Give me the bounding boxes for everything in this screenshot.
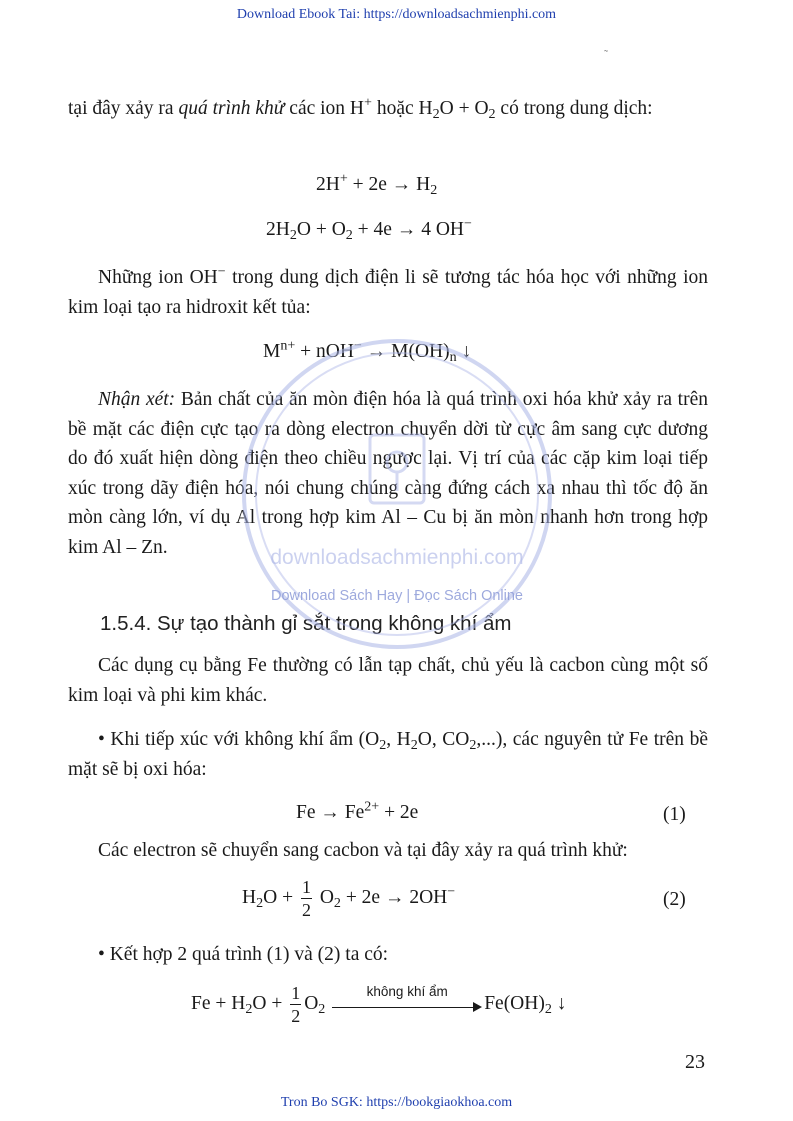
footer-sgk-link[interactable]: Tron Bo SGK: https://bookgiaokhoa.com (280, 1095, 513, 1110)
watermark-site-text: downloadsachmienphi.com (270, 546, 524, 569)
equation-metal-hydroxide: $M^{n+} + nOH^- \to M(OH)_n$ ↓ (263, 337, 472, 366)
equation-number-2: (2) (663, 889, 686, 910)
paragraph-fe-impurities: Các dụng cụ bằng Fe thường có lẫn tạp chất, chủ yếu là cacbon cùng một số kim loại và phi kim khác. (68, 655, 708, 706)
arrow-with-condition: không khí ẩm (332, 990, 482, 1020)
paragraph-fe-oxidation: • Khi tiếp xúc với không khí ẩm ($O_2$, $H_2O$, $CO_2$,...), các nguyên tử Fe trên bề mặt sẽ bị oxi hóa: (68, 729, 708, 780)
section-heading: 1.5.4. Sự tạo thành gỉ sắt trong không khí ẩm (100, 612, 512, 635)
paragraph-reduction-intro: tại đây xảy ra quá trình khử các ion H+ hoặc $H_2O + O_2$ có trong dung dịch: (68, 94, 653, 123)
paragraph-electron-transfer: Các electron sẽ chuyển sang cacbon và tại đây xảy ra quá trình khử: (98, 840, 628, 861)
page-number: 23 (685, 1051, 705, 1073)
equation-oxygen-reduction: $2H_2O + O_2 + 4e \to 4$ OH− (266, 215, 472, 244)
paragraph-remark: Nhận xét: Bản chất của ăn mòn điện hóa là quá trình oxi hóa khử xảy ra trên bề mặt các điện cực tạo ra dòng electron chuyển dời từ cực âm sang cực dương do đó xuất hiện dòng điện theo chiều ngược lại. Vị trí của các cặp kim loại tiếp xúc trong dãy điện hóa, nói chung chúng càng đứng cách xa nhau thì tốc độ ăn mòn càng lớn, ví dụ Al trong hợp kim Al – Cu bị ăn mòn nhanh hơn trong hợp kim Al – Zn. (68, 389, 708, 558)
page-speck: ˜ (604, 47, 608, 61)
equation-water-reduction: $H_2O$ + $\frac{1}{2}$ $O_2 + 2e \to 2OH^-$ (242, 877, 456, 920)
header-download-link[interactable]: Download Ebook Tai: https://downloadsachmienphi.com (236, 7, 557, 22)
equation-fe-oxidation: $Fe \to Fe^{2+} + 2e$ (296, 798, 419, 823)
paragraph-hydroxide-ions: Những ion OH− trong dung dịch điện li sẽ tương tác hóa học với những ion kim loại tạo ra hidroxit kết tủa: (68, 263, 708, 318)
equation-rust-formation: $Fe + H_2O$ + $\frac{1}{2}$ $O_2$ không khí ẩm $Fe(OH)_2$ ↓ (191, 983, 567, 1026)
equation-number-1: (1) (663, 804, 686, 825)
paragraph-combine: • Kết hợp 2 quá trình (1) và (2) ta có: (98, 944, 389, 965)
watermark-logo (238, 335, 556, 653)
watermark-tagline: Download Sách Hay | Đọc Sách Online (270, 588, 524, 604)
book-icon (370, 435, 424, 503)
equation-h2-reduction: $2H^+ + 2e \to H_2$ (316, 170, 438, 199)
